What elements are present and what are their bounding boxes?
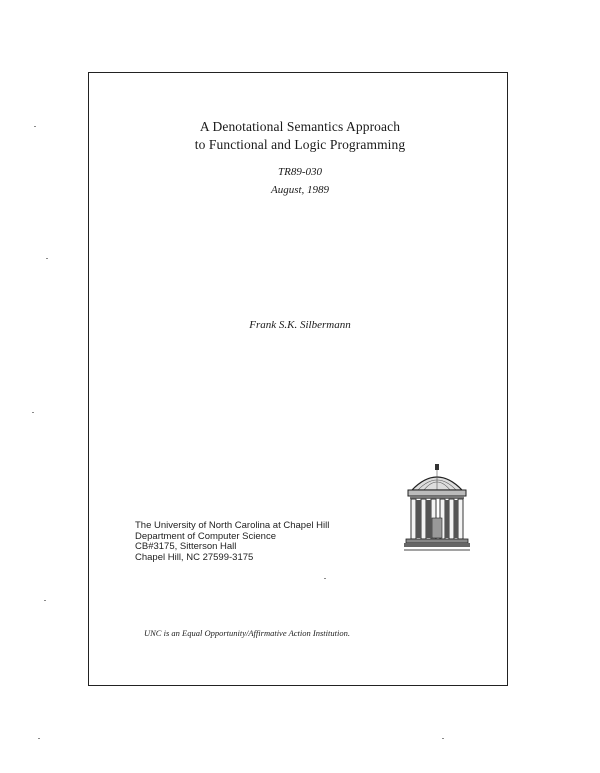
scan-speck: [34, 126, 36, 127]
scan-speck: [442, 738, 444, 739]
scan-speck: [324, 578, 326, 579]
scan-speck: [46, 258, 48, 259]
document-title: [0, 118, 600, 154]
title-line-1: A Denotational Semantics Approach: [199, 119, 401, 134]
scan-speck: [32, 412, 34, 413]
scan-speck: [44, 600, 46, 601]
report-number: TR89-030: [278, 166, 322, 178]
address-line-1: The University of North Carolina at Chapel Hill: [135, 520, 330, 531]
address-line-4: Chapel Hill, NC 27599-3175: [135, 551, 254, 563]
scan-speck: [38, 738, 40, 739]
old-well-icon: [404, 462, 470, 552]
publication-date: August, 1989: [270, 184, 330, 196]
address-line-3: CB#3175, Sitterson Hall: [135, 541, 237, 552]
title-line-2: to Functional and Logic Programming: [194, 137, 406, 152]
author-name: Frank S.K. Silbermann: [249, 319, 351, 331]
cover-frame: [88, 72, 508, 686]
institution-address: [135, 521, 329, 563]
address-line-2: Department of Computer Science: [135, 530, 276, 542]
equal-opportunity-note: UNC is an Equal Opportunity/Affirmative Action Institution.: [144, 628, 350, 638]
